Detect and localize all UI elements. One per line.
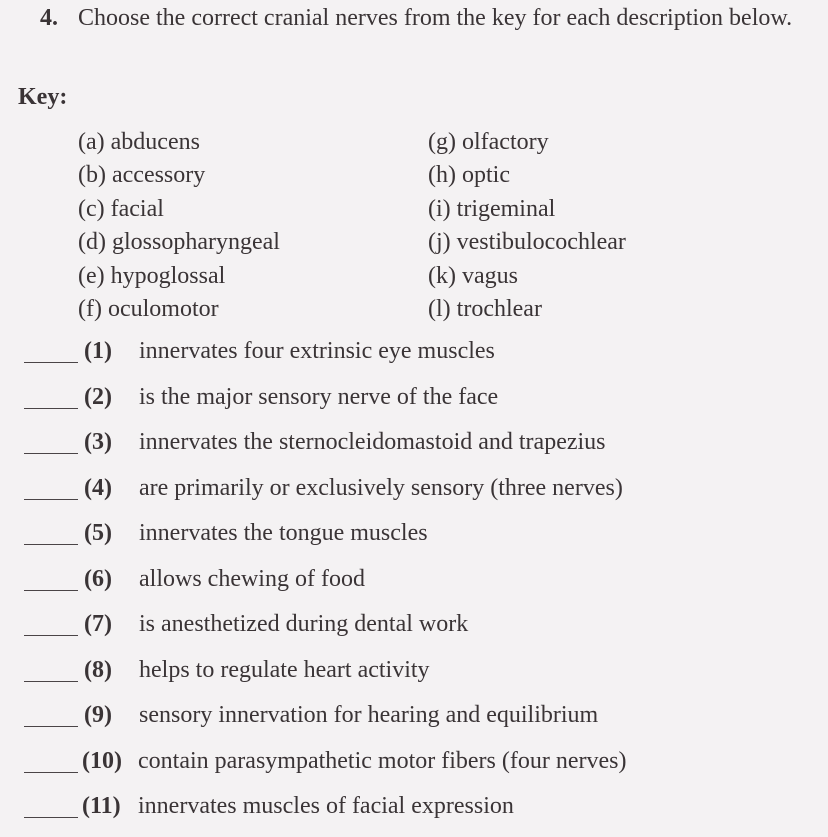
item-number: (9) (84, 702, 112, 728)
item-number: (1) (84, 338, 112, 364)
key-item-d: (d) glossopharyngeal (78, 229, 280, 256)
question-number: 4. (40, 5, 58, 31)
item-description: contain parasympathetic motor fibers (four nerves) (138, 747, 627, 774)
description-item (0, 655, 828, 701)
answer-blank[interactable] (24, 408, 78, 409)
description-item (0, 382, 828, 428)
item-number: (7) (84, 611, 112, 637)
answer-blank[interactable] (24, 726, 78, 727)
key-item-f: (f) oculomotor (78, 295, 219, 322)
description-item (0, 518, 828, 564)
question-text: Choose the correct cranial nerves from the key for each description below. (78, 5, 793, 31)
question-prompt (40, 2, 820, 34)
description-item (0, 427, 828, 473)
item-description: is the major sensory nerve of the face (139, 383, 499, 410)
description-item (0, 791, 828, 837)
item-number: (2) (84, 383, 112, 410)
item-description: innervates the sternocleidomastoid and trapezius (139, 429, 606, 455)
item-description: are primarily or exclusively sensory (three nerves) (139, 474, 623, 501)
description-list (0, 336, 828, 837)
key-left-column (78, 126, 280, 326)
item-number: (4) (84, 474, 112, 501)
key-item-e: (e) hypoglossal (78, 262, 226, 289)
item-number: (3) (84, 429, 112, 455)
key-right-column (428, 126, 626, 326)
description-item (0, 609, 828, 655)
key-item-g: (g) olfactory (428, 129, 549, 155)
item-description: innervates the tongue muscles (139, 520, 428, 546)
key-item-k: (k) vagus (428, 262, 518, 289)
key-item-i: (i) trigeminal (428, 195, 556, 222)
key-item-c: (c) facial (78, 195, 164, 222)
key-item-j: (j) vestibulocochlear (428, 229, 626, 256)
item-description: allows chewing of food (139, 565, 365, 592)
item-description: innervates muscles of facial expression (138, 793, 514, 819)
item-number: (6) (84, 565, 112, 592)
answer-blank[interactable] (24, 590, 78, 591)
answer-blank[interactable] (24, 681, 78, 682)
description-item (0, 473, 828, 519)
item-number: (5) (84, 520, 112, 546)
description-item (0, 336, 828, 382)
description-item (0, 700, 828, 746)
answer-blank[interactable] (24, 772, 78, 773)
item-description: helps to regulate heart activity (139, 656, 430, 683)
item-description: innervates four extrinsic eye muscles (139, 338, 495, 364)
item-number: (11) (82, 793, 121, 819)
item-number: (8) (84, 656, 112, 683)
key-item-h: (h) optic (428, 162, 510, 189)
key-item-b: (b) accessory (78, 162, 206, 189)
item-description: is anesthetized during dental work (139, 611, 469, 637)
answer-blank[interactable] (24, 362, 78, 363)
key-item-l: (l) trochlear (428, 295, 542, 322)
answer-blank[interactable] (24, 453, 78, 454)
answer-blank[interactable] (24, 635, 78, 636)
item-number: (10) (82, 747, 122, 774)
description-item (0, 746, 828, 792)
key-heading: Key: (18, 84, 68, 110)
answer-blank[interactable] (24, 817, 78, 818)
answer-blank[interactable] (24, 499, 78, 500)
item-description: sensory innervation for hearing and equilibrium (139, 702, 599, 728)
answer-blank[interactable] (24, 544, 78, 545)
description-item (0, 564, 828, 610)
key-item-a: (a) abducens (78, 129, 200, 155)
